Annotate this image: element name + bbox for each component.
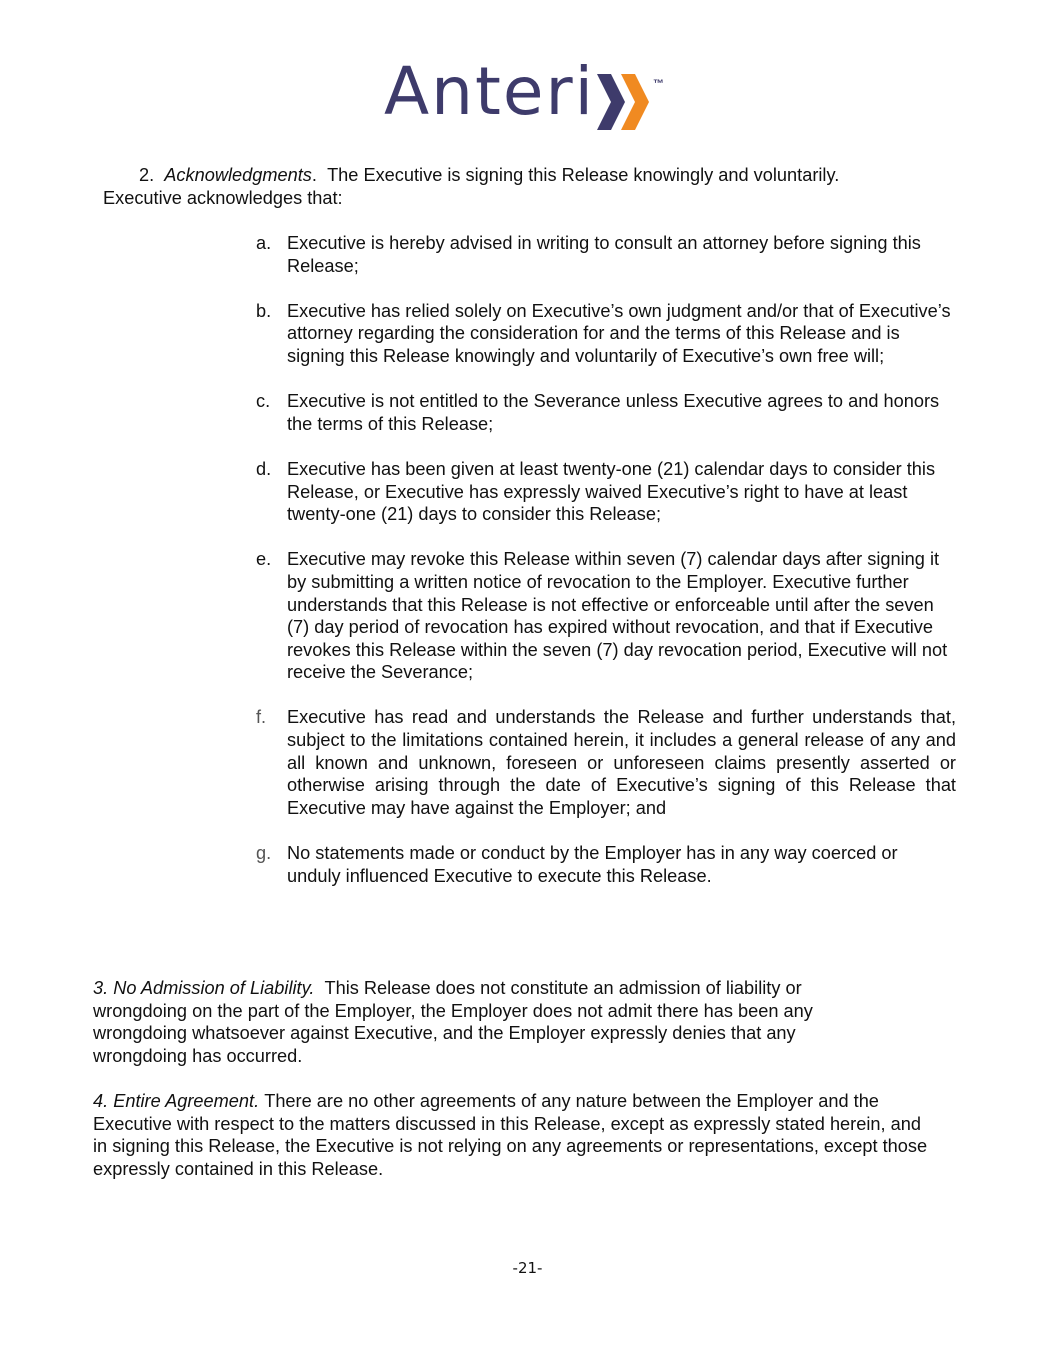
list-item-text: Executive has read and understands the Release and further understands that, subject to the limitations contained herein, it includes a general release of any and all known and unknown, foreseen or unforeseen claims presently asserted or otherwise arising through the date of Executive’s signing of this Release that Executive may have against the Employer; and bbox=[287, 707, 956, 818]
section-body: This Release does not constitute an admission of liability or wrongdoing on the part of the Employer, the Employer does not admit there has been any wrongdoing whatsoever against Executive, and the Employer expressly denies that any wrongdoing has occurred. bbox=[93, 978, 813, 1066]
section-acknowledgments-intro bbox=[103, 164, 923, 187]
list-item bbox=[256, 842, 956, 887]
list-item bbox=[256, 706, 956, 819]
section-no-admission-of-liability bbox=[93, 977, 893, 1067]
list-item bbox=[256, 390, 956, 435]
section-entire-agreement bbox=[93, 1090, 933, 1180]
list-item bbox=[256, 232, 956, 277]
section-number: 2. bbox=[139, 165, 155, 185]
list-item-text: Executive has been given at least twenty-one (21) calendar days to consider this Release, or Executive has expressly waived Executive’s right to have at least twenty-one (21) days to consider this Release; bbox=[287, 458, 936, 525]
list-marker: d. bbox=[256, 458, 272, 479]
section-heading: Acknowledgments bbox=[164, 165, 312, 185]
section-heading: 3. No Admission of Liability. bbox=[93, 978, 315, 998]
heading-punctuation: . bbox=[311, 165, 317, 185]
section-heading: 4. Entire Agreement. bbox=[93, 1091, 260, 1111]
list-marker: f. bbox=[256, 707, 267, 728]
list-item bbox=[256, 458, 956, 526]
list-item bbox=[256, 548, 956, 684]
list-item bbox=[256, 300, 956, 368]
list-item-text: Executive is hereby advised in writing to consult an attorney before signing this Release; bbox=[287, 233, 921, 276]
section-acknowledgments bbox=[103, 164, 923, 209]
intro-line-2: Executive acknowledges that: bbox=[103, 187, 343, 208]
acknowledgments-list bbox=[256, 232, 956, 910]
logo-wordmark: Anteri bbox=[384, 53, 595, 130]
company-logo bbox=[384, 52, 664, 132]
intro-line-1: The Executive is signing this Release knowingly and voluntarily. bbox=[327, 165, 840, 185]
list-marker: b. bbox=[256, 300, 272, 321]
list-item-text: Executive is not entitled to the Severance unless Executive agrees to and honors the terms of this Release; bbox=[287, 391, 940, 434]
list-marker: g. bbox=[256, 843, 272, 864]
list-item-text: Executive has relied solely on Executive’s own judgment and/or that of Executive’s attorney regarding the consideration for and the terms of this Release and is signing this Release knowingly and voluntarily of Executive’s own free will; bbox=[287, 300, 951, 366]
list-item-text: No statements made or conduct by the Employer has in any way coerced or unduly influenced Executive to execute this Release. bbox=[287, 843, 898, 886]
page-number: -21- bbox=[512, 1259, 543, 1277]
logo-x-mark-icon bbox=[595, 72, 651, 132]
list-item-text: Executive may revoke this Release within seven (7) calendar days after signing it by submitting a written notice of revocation to the Employer. Executive further understands that this Release is not effective or enforceable until after the seven (7) day period of revocation has expired without revocation, and that if Executive revokes this Release within the seven (7) day revocation period, Executive will not receive the Severance; bbox=[287, 549, 948, 683]
list-marker: a. bbox=[256, 233, 272, 253]
list-marker: c. bbox=[256, 391, 271, 412]
list-marker: e. bbox=[256, 549, 272, 570]
section-body: There are no other agreements of any nature between the Employer and the Executive with respect to the matters discussed in this Release, except as expressly stated herein, and in signing this Release, the Executive is not relying on any agreements or representations, except those expressly contained in this Release. bbox=[93, 1091, 928, 1179]
logo-trademark: ™ bbox=[652, 78, 664, 90]
